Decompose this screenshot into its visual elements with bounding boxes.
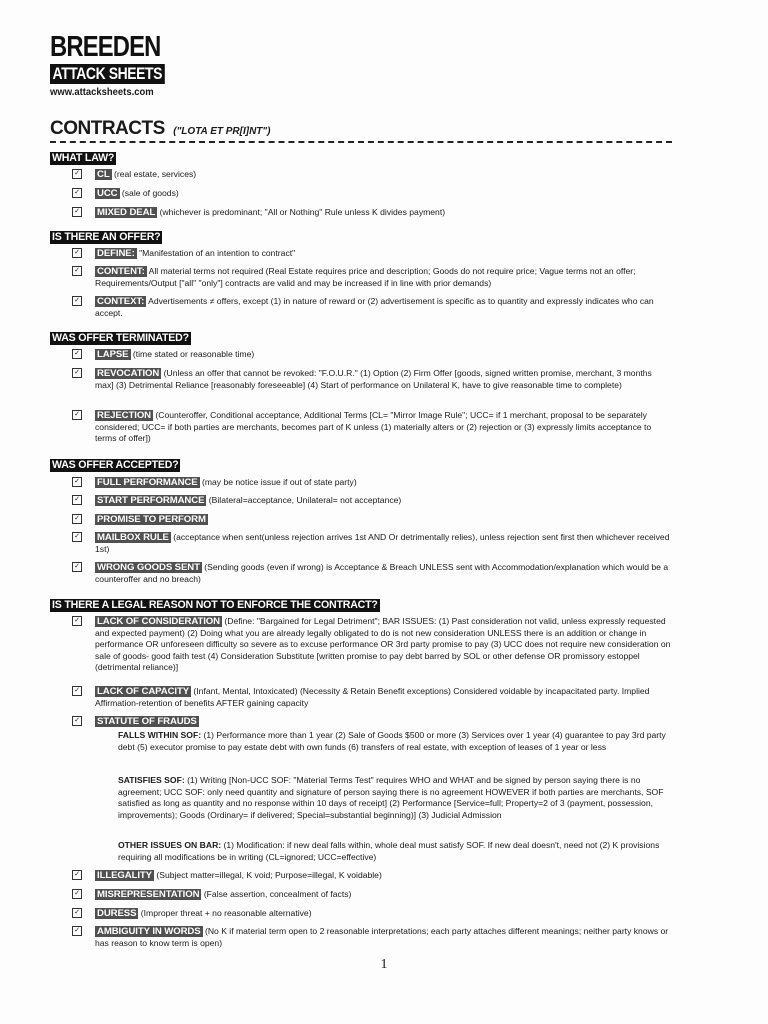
sof-satisfies-label: SATISFIES SOF: xyxy=(118,775,185,785)
item-tag: AMBIGUITY IN WORDS xyxy=(97,926,201,937)
list-item xyxy=(72,410,672,445)
item-text: (Define: "Bargained for Legal Detriment"; BAR ISSUES: (1) Past consideration not valid, unless expressly requested and expected payment) (2) Doing what you are already legally obligated to do is not new consideration UNLESS there is an addition or change in performance OR unforeseen difficulty so severe as to excuse performance OR 3rd party promise to pay (3) UCC does not require new consideration on sale of goods- good faith test (4) Consideration Substitute [written promise to pay debt barred by SOL or other defense OR promissory estoppel (detrimental reliance)] xyxy=(95,616,671,673)
item-text: (may be notice issue if out of state party) xyxy=(201,477,357,487)
item-text: (Bilateral=acceptance, Unilateral= not acceptance) xyxy=(208,495,402,505)
checkbox-icon: ✓ xyxy=(72,368,82,378)
sof-satisfies xyxy=(118,775,672,821)
checkbox-icon: ✓ xyxy=(72,477,82,487)
checkbox-icon: ✓ xyxy=(72,188,82,198)
list-item xyxy=(72,207,672,219)
list-item xyxy=(72,889,672,901)
list-item xyxy=(72,686,672,709)
sof-falls-within xyxy=(118,730,672,753)
item-tag: LACK OF CONSIDERATION xyxy=(97,616,220,627)
checkbox-icon: ✓ xyxy=(72,889,82,899)
sof-falls-label: FALLS WITHIN SOF: xyxy=(118,730,202,740)
item-text: (acceptance when sent(unless rejection arrives 1st AND Or detrimentally relies), unless rejection sent first then whichever received 1st) xyxy=(95,532,670,554)
list-item xyxy=(72,349,672,361)
item-text: (Improper threat + no reasonable alternative) xyxy=(140,908,312,918)
sof-other-label: OTHER ISSUES ON BAR: xyxy=(118,840,222,850)
item-tag: CONTENT: xyxy=(97,266,145,277)
page-number: 1 xyxy=(380,957,388,972)
item-tag: ILLEGALITY xyxy=(97,870,152,881)
item-text: (sale of goods) xyxy=(121,188,179,198)
item-tag: MAILBOX RULE xyxy=(97,532,169,543)
checkbox-icon: ✓ xyxy=(72,908,82,918)
list-item xyxy=(72,477,672,489)
item-tag: MISREPRESENTATION xyxy=(97,889,200,900)
item-tag: REVOCATION xyxy=(97,368,160,379)
item-text: (Subject matter=illegal, K void; Purpose=illegal, K voidable) xyxy=(156,870,382,880)
section-heading-terminated: WAS OFFER TERMINATED? xyxy=(52,332,189,344)
section-heading-enforce: IS THERE A LEGAL REASON NOT TO ENFORCE THE CONTRACT? xyxy=(52,599,378,611)
list-item xyxy=(72,870,672,882)
brand-logo xyxy=(50,32,190,98)
item-tag: DEFINE: xyxy=(97,248,135,259)
list-item xyxy=(72,188,672,200)
list-item xyxy=(72,908,672,920)
checkbox-icon: ✓ xyxy=(72,686,82,696)
page-title-row xyxy=(50,118,672,140)
item-tag: START PERFORMANCE xyxy=(97,495,205,506)
checkbox-icon: ✓ xyxy=(72,296,82,306)
list-item xyxy=(72,716,672,728)
list-item xyxy=(72,514,672,526)
brand-name: BREEDEN xyxy=(50,31,161,63)
item-tag: LACK OF CAPACITY xyxy=(97,686,190,697)
item-text: (Unless an offer that cannot be revoked: "F.O.U.R." (1) Option (2) Firm Offer [goods, signed written promise, merchant, 3 months max] (3) Detrimental Reliance [reasonably foreseeable] (4) Start of performance on Unilateral K, have to give reasonable time to complete) xyxy=(95,368,652,390)
checkbox-icon: ✓ xyxy=(72,207,82,217)
brand-subtitle: ATTACK SHEETS xyxy=(50,64,164,84)
list-item xyxy=(72,616,672,674)
checkbox-icon: ✓ xyxy=(72,716,82,726)
item-tag: CL xyxy=(97,169,110,180)
item-tag: DURESS xyxy=(97,908,137,919)
section-heading-what-law: WHAT LAW? xyxy=(52,152,115,164)
checkbox-icon: ✓ xyxy=(72,495,82,505)
item-text: (whichever is predominant; "All or Nothing" Rule unless K divides payment) xyxy=(159,207,446,217)
checkbox-icon: ✓ xyxy=(72,870,82,880)
item-text: Advertisements ≠ offers, except (1) in nature of reward or (2) advertisement is specific as to quantity and expressly indicates who can accept. xyxy=(95,296,654,318)
sof-falls-text: (1) Performance more than 1 year (2) Sale of Goods $500 or more (3) Services over 1 year (4) guarantee to pay 3rd party debt (5) executor promise to pay estate debt with own funds (6) transfers of real estate, with exception of leases of 1 year or less xyxy=(118,730,666,752)
item-text: (No K if material term open to 2 reasonable interpretations; each party attaches different meanings; neither party knows or has reason to know term is open) xyxy=(95,926,669,948)
sof-other-text: (1) Modification: if new deal falls within, whole deal must satisfy SOF. If new deal doesn't, need not (2) K provisions requiring all modifications be in writing (CL=ignored; UCC=effective) xyxy=(118,840,660,862)
checkbox-icon: ✓ xyxy=(72,514,82,524)
page-subtitle: ("LOTA ET PR[I]NT") xyxy=(173,126,271,137)
item-tag: FULL PERFORMANCE xyxy=(97,477,198,488)
item-tag: MIXED DEAL xyxy=(97,207,156,218)
item-tag: PROMISE TO PERFORM xyxy=(97,514,206,525)
checkbox-icon: ✓ xyxy=(72,616,82,626)
list-item xyxy=(72,495,672,507)
item-text: (Sending goods (even if wrong) is Acceptance & Breach UNLESS sent with Accommodation/explanation which would be a counteroffer and no breach) xyxy=(95,562,669,584)
checkbox-icon: ✓ xyxy=(72,532,82,542)
checkbox-icon: ✓ xyxy=(72,926,82,936)
list-item xyxy=(72,562,672,585)
section-heading-offer: IS THERE AN OFFER? xyxy=(52,231,161,243)
section-heading-accepted: WAS OFFER ACCEPTED? xyxy=(52,459,179,471)
checkbox-icon: ✓ xyxy=(72,266,82,276)
checkbox-icon: ✓ xyxy=(72,410,82,420)
brand-url: www.attacksheets.com xyxy=(50,86,154,98)
page-title: CONTRACTS xyxy=(50,118,165,139)
item-text: (False assertion, concealment of facts) xyxy=(203,889,352,899)
item-text: (real estate, services) xyxy=(113,169,197,179)
sof-satisfies-text: (1) Writing [Non-UCC SOF: "Material Terms Test" requires WHO and WHAT and be signed by person saying there is no agreement; UCC SOF: only need quantity and signature of person saying there is no agreement HOWEVER if both parties are merchants, SOF satisfied as long as quantity and no response within 10 days of receipt] (2) Performance [Service=full; Property=2 of 3 (payment, possession, improvements); Goods (Ordinary= if delivered; Special=substantial beginning)] (3) Judicial Admission xyxy=(118,775,664,820)
item-tag: REJECTION xyxy=(97,410,152,421)
list-item xyxy=(72,532,672,555)
checkbox-icon: ✓ xyxy=(72,248,82,258)
list-item xyxy=(72,266,672,289)
item-text: All material terms not required (Real Estate requires price and description; Goods do not require price; Vague terms not an offer; Requirements/Output ["all" "only"] contracts are valid and may be increased if in line with prior demands) xyxy=(95,266,636,288)
list-item xyxy=(72,169,672,181)
item-tag: WRONG GOODS SENT xyxy=(97,562,200,573)
checkbox-icon: ✓ xyxy=(72,562,82,572)
item-text: "Manifestation of an intention to contract" xyxy=(139,248,296,258)
checkbox-icon: ✓ xyxy=(72,349,82,359)
sof-other-issues xyxy=(118,840,672,863)
list-item xyxy=(72,248,672,260)
item-tag: STATUTE OF FRAUDS xyxy=(97,716,197,727)
title-divider xyxy=(50,141,672,143)
checkbox-icon: ✓ xyxy=(72,169,82,179)
item-tag: CONTEXT: xyxy=(97,296,145,307)
list-item xyxy=(72,368,672,391)
list-item xyxy=(72,296,672,319)
item-tag: LAPSE xyxy=(97,349,129,360)
item-text: (time stated or reasonable time) xyxy=(132,349,255,359)
item-tag: UCC xyxy=(97,188,118,199)
item-text: (Infant, Mental, Intoxicated) (Necessity & Retain Benefit exceptions) Considered voidable by incapacitated party. Implied Affirmation-retention of benefits AFTER gaining capacity xyxy=(95,686,650,708)
list-item xyxy=(72,926,672,949)
item-text: (Counteroffer, Conditional acceptance, Additional Terms [CL= "Mirror Image Rule"; UCC= if 1 merchant, proposal to be separately considered; UCC= if both parties are merchants, becomes part of K unless (1) materially alters or (2) rejection or (3) expressly limits acceptance to terms of offer]) xyxy=(95,410,652,444)
